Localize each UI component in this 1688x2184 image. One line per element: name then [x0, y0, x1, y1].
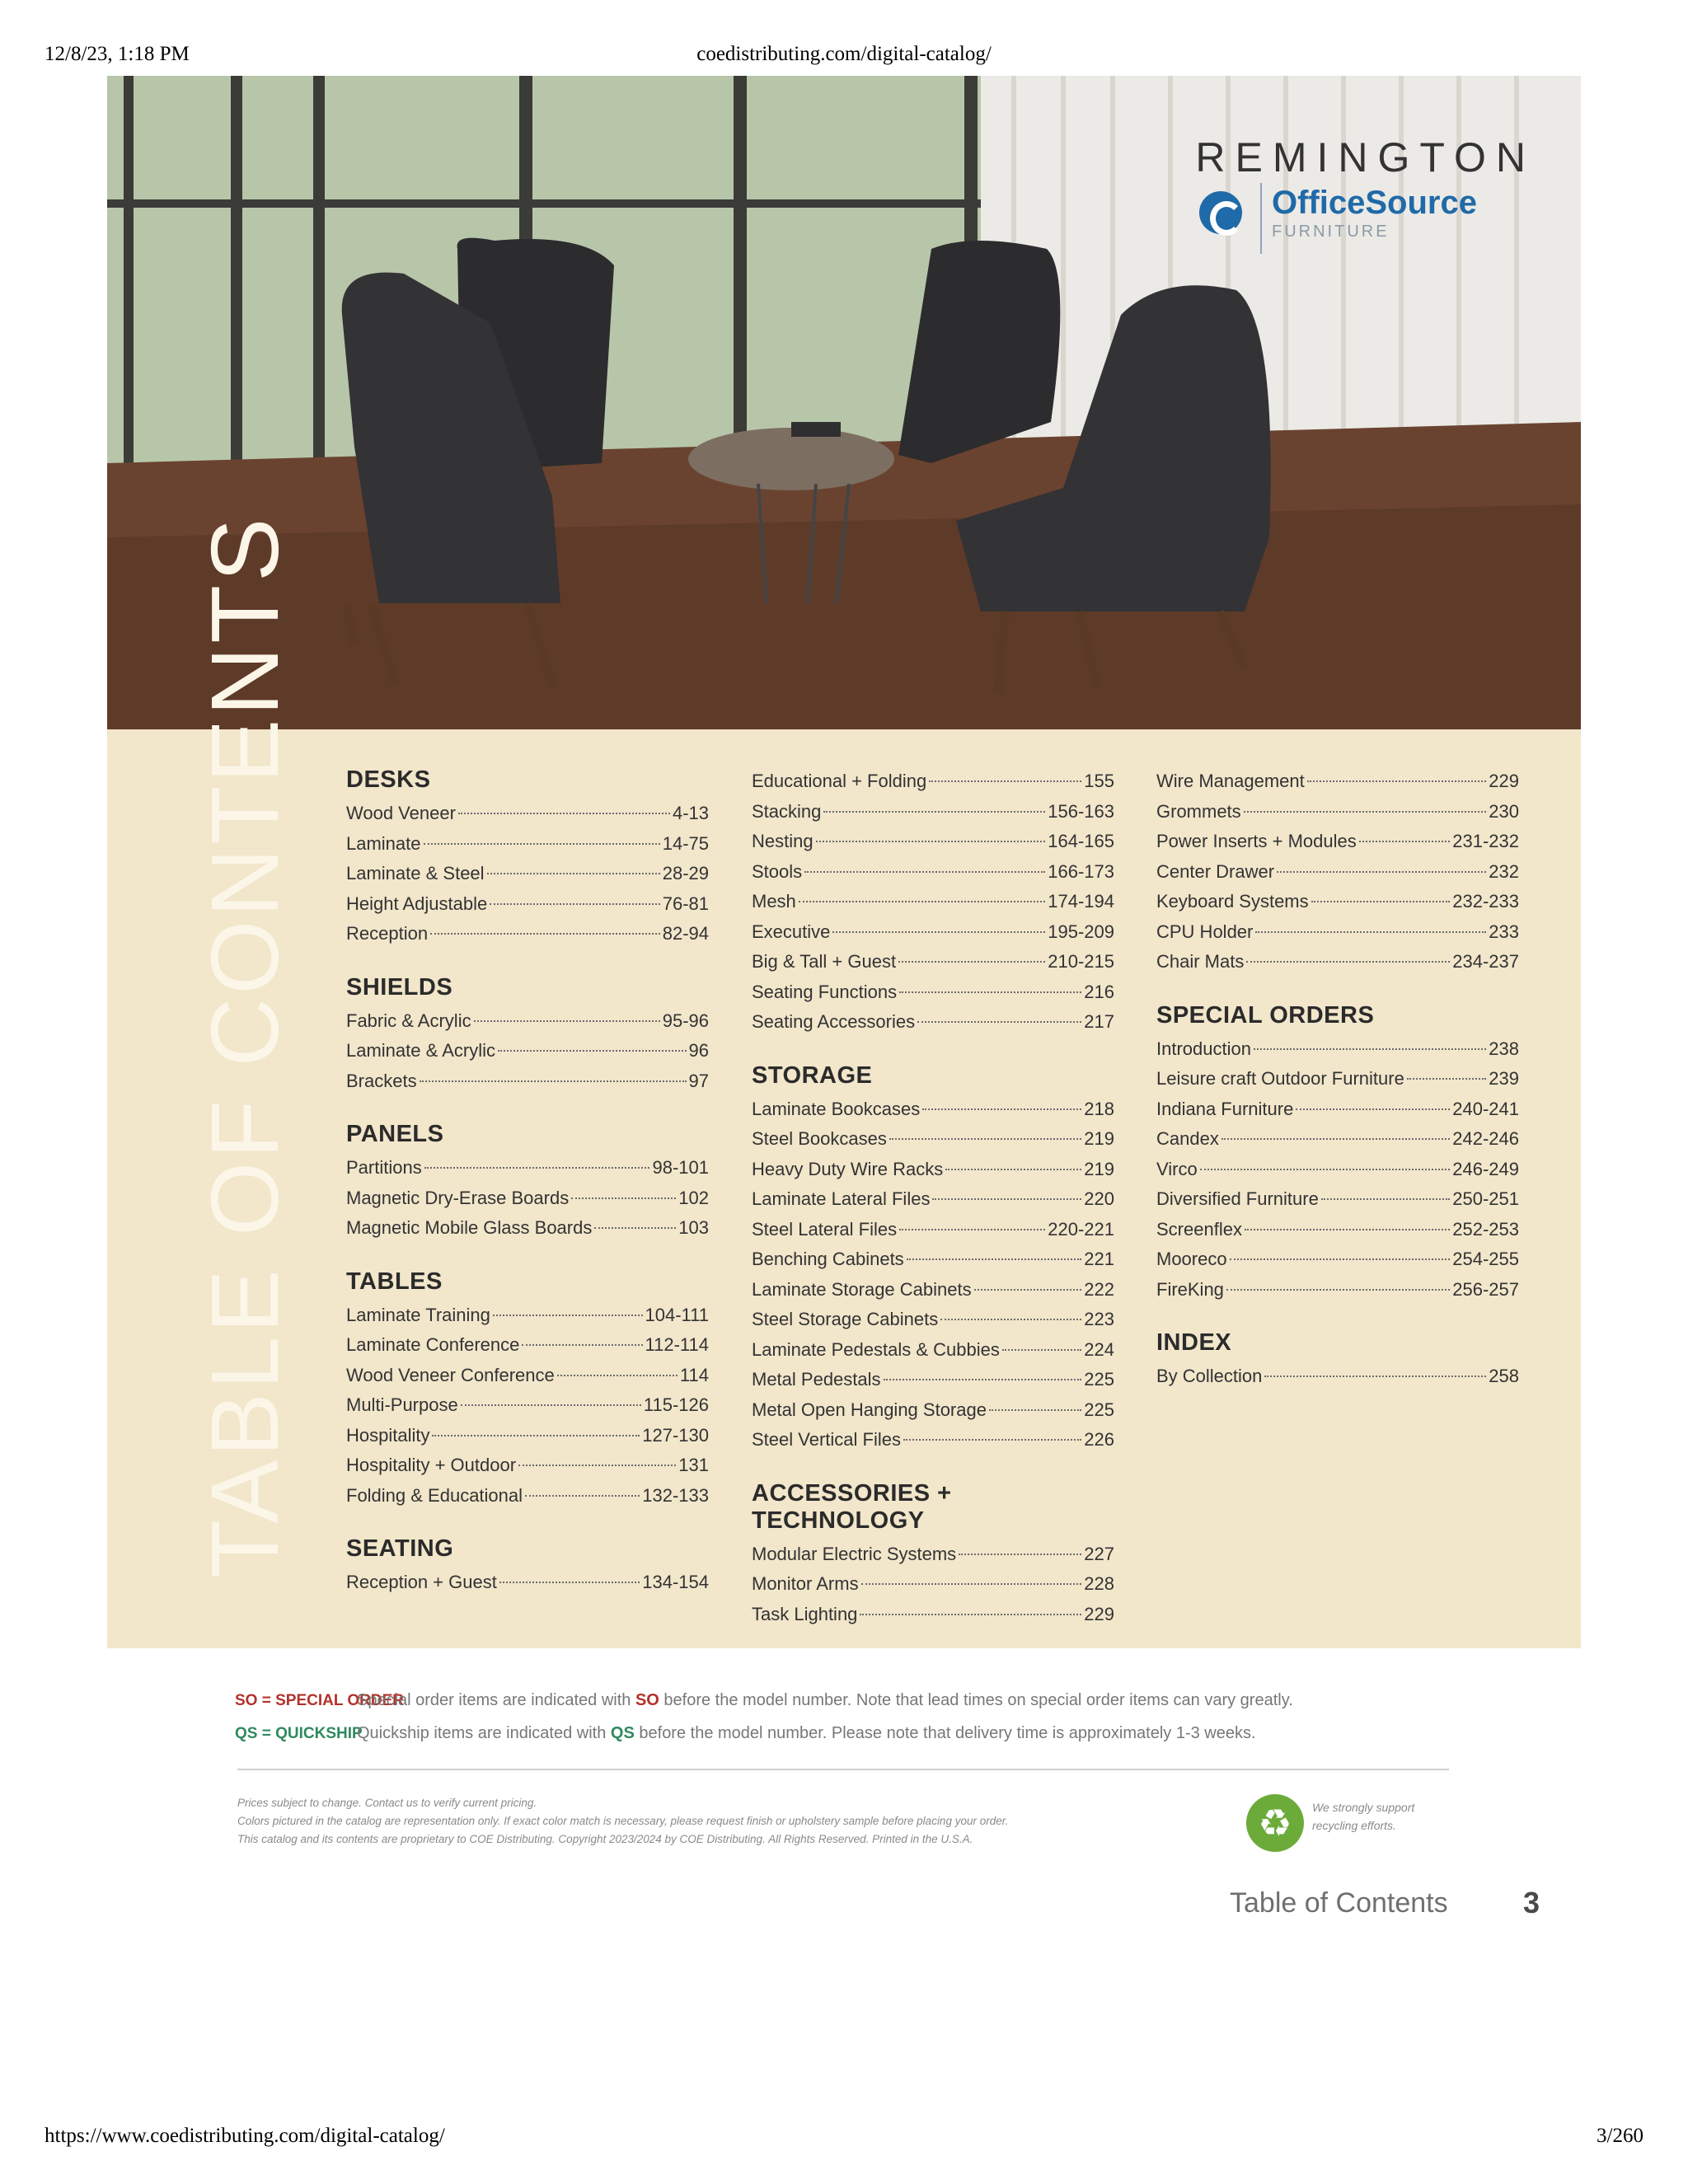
toc-entry[interactable] [346, 1183, 709, 1214]
toc-section-seating-continued [752, 766, 1114, 1038]
section-title: STORAGE [752, 1062, 873, 1089]
toc-entry[interactable] [1156, 1184, 1519, 1215]
entry-label: Power Inserts + Modules [1156, 831, 1357, 851]
entry-label: Metal Pedestals [752, 1369, 881, 1390]
entry-page: 258 [1489, 1366, 1519, 1386]
entry-page: 216 [1084, 981, 1114, 1002]
toc-entry[interactable] [752, 1094, 1114, 1125]
entry-page: 98-101 [652, 1157, 709, 1178]
entry-page: 131 [678, 1455, 709, 1475]
entry-label: Laminate & Acrylic [346, 1040, 495, 1061]
entry-label: Height Adjustable [346, 893, 488, 914]
toc-entry[interactable] [346, 829, 709, 860]
entry-label: Multi-Purpose [346, 1394, 458, 1415]
toc-section-desks [346, 766, 709, 949]
section-title: INDEX [1156, 1329, 1232, 1356]
toc-entry[interactable] [1156, 887, 1519, 917]
toc-entry[interactable] [346, 1361, 709, 1391]
entry-label: Magnetic Mobile Glass Boards [346, 1217, 593, 1238]
entry-label: Laminate Conference [346, 1334, 520, 1355]
entry-page: 96 [688, 1040, 709, 1061]
entry-label: Diversified Furniture [1156, 1188, 1319, 1209]
recycle-text: We strongly support recycling efforts. [1312, 1801, 1415, 1832]
entry-label: Introduction [1156, 1038, 1251, 1059]
entry-page: 210-215 [1048, 951, 1114, 972]
entry-page: 220 [1084, 1188, 1114, 1209]
entry-page: 156-163 [1048, 800, 1114, 822]
legend-special-order [235, 1691, 1471, 1724]
entry-page: 226 [1084, 1429, 1114, 1450]
entry-label: Benching Cabinets [752, 1249, 904, 1269]
recycle-icon [1246, 1794, 1304, 1852]
entry-page: 4-13 [672, 803, 709, 823]
section-title: ACCESSORIES + TECHNOLOGY [752, 1479, 952, 1534]
entry-label: FireKing [1156, 1278, 1224, 1300]
legend-so-text: Special order items are indicated with SO before the model number. Note that lead times on special order items can vary greatly. [357, 1691, 1293, 1709]
entry-label: Folding & Educational [346, 1484, 523, 1506]
print-url: coedistributing.com/digital-catalog/ [696, 43, 992, 65]
toc-entry[interactable] [1156, 1361, 1519, 1392]
entry-label: Big & Tall + Guest [752, 951, 897, 972]
section-title: PANELS [346, 1121, 444, 1147]
fine-print-line: This catalog and its contents are proprietary to COE Distributing. Copyright 2023/2024 by COE Distributing. All Rights Reserved. Printed in the U.S.A. [237, 1833, 973, 1845]
section-title: SEATING [346, 1535, 454, 1562]
brand-divider [1260, 183, 1262, 254]
entry-label: Executive [752, 921, 831, 942]
entry-page: 218 [1084, 1098, 1114, 1119]
toc-entry[interactable] [752, 827, 1114, 857]
toc-entry[interactable] [346, 1421, 709, 1451]
entry-label: Steel Bookcases [752, 1128, 887, 1149]
catalog-page [107, 76, 1581, 1955]
toc-entry[interactable] [1156, 1215, 1519, 1245]
entry-label: Stacking [752, 800, 822, 822]
entry-label: Monitor Arms [752, 1573, 859, 1594]
entry-label: Keyboard Systems [1156, 891, 1309, 912]
entry-page: 104-111 [645, 1304, 709, 1325]
entry-page: 195-209 [1048, 921, 1114, 942]
fine-print-line: Colors pictured in the catalog are representation only. If exact color match is necessary, please request finish or upholstery sample before placing your order. [237, 1815, 1009, 1827]
toc-entry[interactable] [1156, 827, 1519, 857]
entry-page: 225 [1084, 1369, 1114, 1390]
entry-label: Wire Management [1156, 771, 1305, 791]
entry-label: Laminate [346, 832, 421, 854]
entry-label: Fabric & Acrylic [346, 1010, 471, 1031]
toc-section-storage [752, 1062, 1114, 1455]
toc-column-2 [752, 766, 1114, 1654]
toc-entry[interactable] [752, 1124, 1114, 1155]
toc-section-accessories-continued [1156, 766, 1519, 977]
toc-entry[interactable] [346, 889, 709, 920]
brand-name: REMINGTON [1195, 134, 1536, 180]
entry-label: Seating Functions [752, 981, 898, 1002]
toc-entry[interactable] [752, 1600, 1114, 1630]
toc-vertical-title: TABLE OF CONTENTS [191, 514, 298, 1578]
entry-label: Educational + Folding [752, 771, 927, 791]
toc-section-accessories [752, 1480, 1114, 1630]
toc-entry[interactable] [346, 1568, 709, 1598]
toc-entry[interactable] [346, 1006, 709, 1037]
entry-page: 155 [1084, 771, 1114, 791]
toc-entry[interactable] [752, 1425, 1114, 1455]
legend-so-key: SO = SPECIAL ORDER [235, 1692, 405, 1709]
print-datetime: 12/8/23, 1:18 PM [45, 43, 190, 65]
entry-page: 225 [1084, 1399, 1114, 1420]
entry-page: 127-130 [642, 1424, 709, 1446]
entry-label: Steel Vertical Files [752, 1429, 901, 1450]
toc-entry[interactable] [1156, 1244, 1519, 1275]
brand-logo-subtext: FURNITURE [1272, 223, 1390, 241]
toc-entry[interactable] [346, 1213, 709, 1244]
entry-page: 229 [1489, 771, 1519, 791]
section-title: SPECIAL ORDERS [1156, 1001, 1375, 1029]
toc-section-panels [346, 1121, 709, 1244]
entry-label: Laminate & Steel [346, 863, 485, 883]
toc-section-special-orders [1156, 1002, 1519, 1305]
toc-entry[interactable] [752, 1395, 1114, 1426]
entry-label: Seating Accessories [752, 1011, 916, 1032]
toc-entry[interactable] [752, 887, 1114, 917]
toc-entry[interactable] [752, 1155, 1114, 1185]
entry-page: 234-237 [1452, 951, 1519, 972]
toc-column-1 [346, 766, 709, 1623]
entry-page: 252-253 [1452, 1218, 1519, 1240]
toc-entry[interactable] [752, 766, 1114, 797]
toc-entry[interactable] [346, 1066, 709, 1097]
entry-label: Heavy Duty Wire Racks [752, 1158, 944, 1179]
entry-label: Leisure craft Outdoor Furniture [1156, 1068, 1404, 1089]
entry-page: 231-232 [1452, 831, 1519, 851]
entry-page: 82-94 [662, 923, 709, 944]
entry-label: Indiana Furniture [1156, 1098, 1294, 1119]
entry-page: 238 [1489, 1038, 1519, 1059]
entry-label: Hospitality [346, 1424, 430, 1446]
hero-photo [107, 76, 1581, 729]
entry-label: Screenflex [1156, 1218, 1242, 1240]
entry-page: 166-173 [1048, 860, 1114, 882]
toc-entry[interactable] [1156, 1155, 1519, 1185]
entry-label: Steel Lateral Files [752, 1218, 898, 1240]
section-title: TABLES [346, 1268, 443, 1295]
entry-page: 223 [1084, 1309, 1114, 1329]
print-footer-url: https://www.coedistributing.com/digital-catalog/ [45, 2125, 445, 2147]
entry-page: 232 [1489, 860, 1519, 882]
print-footer [45, 2125, 1643, 2149]
toc-entry[interactable] [752, 797, 1114, 827]
entry-label: Brackets [346, 1070, 417, 1091]
legend-quickship [235, 1724, 1471, 1757]
toc-entry[interactable] [1156, 1094, 1519, 1125]
entry-label: Stools [752, 860, 803, 882]
entry-page: 224 [1084, 1338, 1114, 1360]
entry-page: 132-133 [642, 1484, 709, 1506]
entry-page: 256-257 [1452, 1278, 1519, 1300]
entry-page: 14-75 [662, 832, 709, 854]
toc-entry[interactable] [1156, 857, 1519, 888]
entry-label: By Collection [1156, 1366, 1263, 1386]
entry-label: Laminate Storage Cabinets [752, 1278, 972, 1300]
entry-page: 102 [678, 1187, 709, 1208]
entry-page: 222 [1084, 1278, 1114, 1300]
entry-page: 76-81 [662, 893, 709, 914]
entry-label: Task Lighting [752, 1603, 858, 1624]
toc-entry[interactable] [752, 1215, 1114, 1245]
toc-entry[interactable] [346, 1330, 709, 1361]
toc-entry[interactable] [346, 859, 709, 889]
toc-entry[interactable] [346, 1036, 709, 1066]
entry-label: Candex [1156, 1128, 1219, 1149]
entry-page: 240-241 [1452, 1098, 1519, 1119]
toc-entry[interactable] [752, 1184, 1114, 1215]
entry-label: CPU Holder [1156, 921, 1254, 942]
entry-page: 103 [678, 1217, 709, 1238]
toc-entry[interactable] [752, 857, 1114, 888]
officesource-logo-icon [1199, 191, 1242, 234]
entry-label: Chair Mats [1156, 951, 1245, 972]
toc-entry[interactable] [752, 1275, 1114, 1305]
table-of-contents [107, 514, 1581, 1648]
entry-label: Mesh [752, 891, 796, 912]
section-title: SHIELDS [346, 973, 453, 1001]
entry-page: 112-114 [645, 1334, 709, 1355]
entry-page: 174-194 [1048, 891, 1114, 912]
toc-entry[interactable] [1156, 1124, 1519, 1155]
toc-entry[interactable] [752, 1335, 1114, 1366]
page-section-label: Table of Contents [1230, 1887, 1448, 1919]
toc-entry[interactable] [752, 1569, 1114, 1600]
entry-label: Laminate Lateral Files [752, 1188, 931, 1209]
entry-page: 232-233 [1452, 891, 1519, 912]
toc-entry[interactable] [752, 1244, 1114, 1275]
toc-entry[interactable] [752, 917, 1114, 948]
toc-entry[interactable] [346, 1301, 709, 1331]
toc-entry[interactable] [752, 1007, 1114, 1038]
toc-entry[interactable] [346, 1153, 709, 1183]
entry-label: Nesting [752, 831, 814, 851]
entry-page: 239 [1489, 1068, 1519, 1089]
entry-page: 230 [1489, 800, 1519, 822]
toc-entry[interactable] [346, 1481, 709, 1511]
entry-label: Modular Electric Systems [752, 1543, 957, 1564]
toc-entry[interactable] [1156, 1064, 1519, 1094]
legend-qs-key: QS = QUICKSHIP [235, 1725, 363, 1742]
toc-entry[interactable] [1156, 917, 1519, 948]
toc-entry[interactable] [346, 799, 709, 829]
entry-label: Reception [346, 923, 429, 944]
entry-page: 227 [1084, 1543, 1114, 1564]
toc-entry[interactable] [346, 1451, 709, 1481]
entry-label: Laminate Bookcases [752, 1098, 921, 1119]
toc-entry[interactable] [1156, 797, 1519, 827]
brand-logo-text: OfficeSource [1272, 185, 1477, 221]
entry-page: 219 [1084, 1128, 1114, 1149]
entry-label: Grommets [1156, 800, 1241, 822]
toc-section-index [1156, 1329, 1519, 1392]
toc-section-tables [346, 1268, 709, 1511]
toc-entry[interactable] [752, 1365, 1114, 1395]
toc-entry[interactable] [752, 1305, 1114, 1335]
toc-entry[interactable] [1156, 1034, 1519, 1065]
entry-page: 95-96 [662, 1010, 709, 1031]
toc-entry[interactable] [752, 1540, 1114, 1570]
section-title: DESKS [346, 766, 431, 793]
entry-label: Laminate Pedestals & Cubbies [752, 1338, 1000, 1360]
entry-page: 242-246 [1452, 1128, 1519, 1149]
entry-page: 220-221 [1048, 1218, 1114, 1240]
entry-label: Hospitality + Outdoor [346, 1455, 517, 1475]
entry-page: 134-154 [642, 1572, 709, 1592]
entry-page: 221 [1084, 1249, 1114, 1269]
toc-entry[interactable] [346, 919, 709, 949]
entry-page: 233 [1489, 921, 1519, 942]
entry-page: 97 [688, 1070, 709, 1091]
entry-page: 115-126 [643, 1394, 709, 1415]
toc-entry[interactable] [1156, 947, 1519, 977]
entry-page: 164-165 [1048, 831, 1114, 851]
fine-print [237, 1794, 1226, 1849]
entry-label: Metal Open Hanging Storage [752, 1399, 987, 1420]
order-legend [235, 1691, 1471, 1757]
entry-page: 219 [1084, 1158, 1114, 1179]
entry-label: Wood Veneer [346, 803, 456, 823]
entry-page: 246-249 [1452, 1158, 1519, 1179]
legend-qs-text: Quickship items are indicated with QS before the model number. Please note that delivery time is approximately 1-3 weeks. [357, 1724, 1256, 1742]
entry-label: Laminate Training [346, 1304, 490, 1325]
fine-print-line: Prices subject to change. Contact us to verify current pricing. [237, 1797, 537, 1809]
entry-page: 228 [1084, 1573, 1114, 1594]
entry-page: 254-255 [1452, 1249, 1519, 1269]
entry-label: Reception + Guest [346, 1572, 497, 1592]
entry-label: Partitions [346, 1157, 422, 1178]
print-page-count: 3/260 [1597, 2125, 1643, 2147]
entry-page: 229 [1084, 1603, 1114, 1624]
entry-label: Virco [1156, 1158, 1198, 1179]
toc-entry[interactable] [1156, 1275, 1519, 1305]
entry-label: Center Drawer [1156, 860, 1275, 882]
brand-block [1189, 134, 1536, 257]
toc-section-shields [346, 974, 709, 1097]
divider [237, 1769, 1449, 1770]
entry-page: 217 [1084, 1011, 1114, 1032]
entry-page: 250-251 [1452, 1188, 1519, 1209]
toc-entry[interactable] [346, 1390, 709, 1421]
entry-label: Steel Storage Cabinets [752, 1309, 939, 1329]
entry-label: Magnetic Dry-Erase Boards [346, 1187, 570, 1208]
page-number: 3 [1523, 1886, 1540, 1919]
entry-label: Wood Veneer Conference [346, 1364, 555, 1385]
toc-entry[interactable] [752, 977, 1114, 1008]
entry-label: Mooreco [1156, 1249, 1227, 1269]
toc-entry[interactable] [752, 947, 1114, 977]
print-header [45, 43, 1643, 68]
toc-column-3 [1156, 766, 1519, 1417]
entry-page: 114 [679, 1364, 709, 1385]
entry-page: 28-29 [662, 863, 709, 883]
toc-entry[interactable] [1156, 766, 1519, 797]
toc-section-seating [346, 1535, 709, 1598]
